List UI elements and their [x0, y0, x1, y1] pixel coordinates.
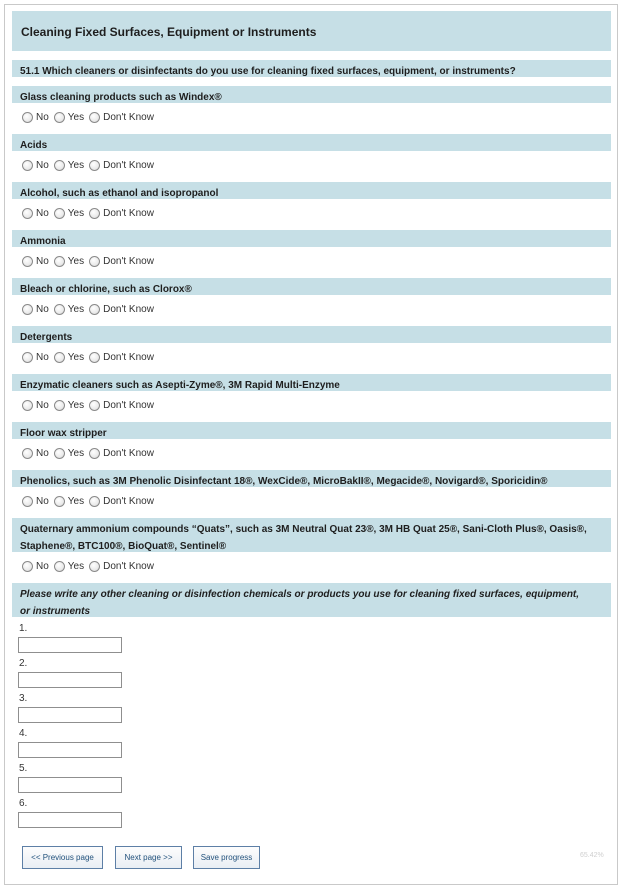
- radio-label-yes: Yes: [67, 560, 85, 572]
- section-title: Cleaning Fixed Surfaces, Equipment or Instruments: [21, 25, 317, 39]
- item-label-bar: [12, 470, 611, 487]
- field-number: 4.: [19, 728, 28, 739]
- item-label-bar: [12, 518, 611, 552]
- radio-label-yes: Yes: [67, 159, 85, 171]
- field-number: 3.: [19, 693, 28, 704]
- other-product-field-5[interactable]: [18, 777, 122, 793]
- radio-option-no[interactable]: [22, 496, 49, 507]
- field-number: 5.: [19, 763, 28, 774]
- radio-button[interactable]: [89, 448, 100, 459]
- item-label: Alcohol, such as ethanol and isopropanol: [20, 188, 219, 199]
- section-header: [12, 11, 611, 51]
- radio-option-no[interactable]: [22, 208, 49, 219]
- radio-button[interactable]: [54, 448, 65, 459]
- radio-option-dont-know[interactable]: [89, 304, 154, 315]
- item-label-bar: [12, 326, 611, 343]
- radio-group-quats: [22, 558, 159, 574]
- item-label: Detergents: [20, 332, 73, 343]
- radio-button[interactable]: [89, 112, 100, 123]
- radio-label-dont-know: Don't Know: [103, 303, 154, 315]
- radio-button[interactable]: [89, 400, 100, 411]
- radio-label-yes: Yes: [67, 351, 85, 363]
- item-label-line1: Quaternary ammonium compounds “Quats”, such as 3M Neutral Quat 23®, 3M HB Quat 25®, Sani-Cloth Plus®, Oasis®,: [20, 524, 587, 535]
- radio-label-no: No: [36, 495, 49, 507]
- radio-button[interactable]: [54, 561, 65, 572]
- radio-label-no: No: [36, 399, 49, 411]
- radio-button[interactable]: [54, 496, 65, 507]
- radio-label-dont-know: Don't Know: [103, 159, 154, 171]
- radio-button[interactable]: [89, 352, 100, 363]
- radio-group-floor-wax: [22, 445, 159, 461]
- radio-button[interactable]: [22, 561, 33, 572]
- radio-button[interactable]: [22, 304, 33, 315]
- radio-button[interactable]: [54, 208, 65, 219]
- radio-label-no: No: [36, 111, 49, 123]
- radio-button[interactable]: [89, 496, 100, 507]
- radio-option-yes[interactable]: [54, 496, 84, 507]
- question-bar: [12, 60, 611, 77]
- radio-label-no: No: [36, 255, 49, 267]
- item-label: Ammonia: [20, 236, 66, 247]
- next-page-button[interactable]: Next page >>: [115, 846, 182, 869]
- radio-label-dont-know: Don't Know: [103, 111, 154, 123]
- item-label: Floor wax stripper: [20, 428, 107, 439]
- radio-label-no: No: [36, 303, 49, 315]
- radio-option-dont-know[interactable]: [89, 112, 154, 123]
- radio-label-no: No: [36, 560, 49, 572]
- radio-button[interactable]: [89, 208, 100, 219]
- other-prompt-line1: Please write any other cleaning or disinfection chemicals or products you use for cleaning fixed surfaces, equipment,: [20, 589, 580, 600]
- radio-label-yes: Yes: [67, 207, 85, 219]
- radio-label-dont-know: Don't Know: [103, 255, 154, 267]
- radio-label-yes: Yes: [67, 495, 85, 507]
- radio-group-enzymatic: [22, 397, 159, 413]
- item-label-bar: [12, 134, 611, 151]
- other-product-field-6[interactable]: [18, 812, 122, 828]
- radio-option-yes[interactable]: [54, 304, 84, 315]
- radio-option-yes[interactable]: [54, 112, 84, 123]
- field-number: 2.: [19, 658, 28, 669]
- radio-option-dont-know[interactable]: [89, 256, 154, 267]
- item-label: Enzymatic cleaners such as Asepti-Zyme®, 3M Rapid Multi-Enzyme: [20, 380, 340, 391]
- radio-button[interactable]: [54, 256, 65, 267]
- radio-group-glass-cleaning: [22, 109, 159, 125]
- radio-button[interactable]: [89, 561, 100, 572]
- radio-label-dont-know: Don't Know: [103, 399, 154, 411]
- previous-page-button[interactable]: << Previous page: [22, 846, 103, 869]
- radio-label-yes: Yes: [67, 399, 85, 411]
- other-product-field-1[interactable]: [18, 637, 122, 653]
- radio-button[interactable]: [54, 400, 65, 411]
- radio-label-yes: Yes: [67, 255, 85, 267]
- radio-option-no[interactable]: [22, 352, 49, 363]
- radio-option-no[interactable]: [22, 160, 49, 171]
- radio-button[interactable]: [89, 256, 100, 267]
- radio-option-yes[interactable]: [54, 160, 84, 171]
- field-number: 1.: [19, 623, 28, 634]
- radio-option-yes[interactable]: [54, 256, 84, 267]
- radio-option-no[interactable]: [22, 448, 49, 459]
- radio-label-no: No: [36, 447, 49, 459]
- radio-label-no: No: [36, 159, 49, 171]
- radio-option-no[interactable]: [22, 304, 49, 315]
- radio-button[interactable]: [22, 448, 33, 459]
- radio-group-detergents: [22, 349, 159, 365]
- radio-button[interactable]: [22, 208, 33, 219]
- radio-label-yes: Yes: [67, 303, 85, 315]
- radio-option-no[interactable]: [22, 112, 49, 123]
- radio-label-yes: Yes: [67, 447, 85, 459]
- other-prompt-bar: [12, 583, 611, 617]
- radio-option-dont-know[interactable]: [89, 448, 154, 459]
- radio-option-dont-know[interactable]: [89, 352, 154, 363]
- radio-option-no[interactable]: [22, 256, 49, 267]
- item-label-bar: [12, 422, 611, 439]
- radio-option-dont-know[interactable]: [89, 160, 154, 171]
- radio-option-yes[interactable]: [54, 400, 84, 411]
- radio-button[interactable]: [22, 352, 33, 363]
- item-label: Glass cleaning products such as Windex®: [20, 92, 222, 103]
- radio-label-dont-know: Don't Know: [103, 207, 154, 219]
- other-product-field-2[interactable]: [18, 672, 122, 688]
- item-label-bar: [12, 230, 611, 247]
- radio-button[interactable]: [89, 304, 100, 315]
- radio-option-dont-know[interactable]: [89, 496, 154, 507]
- radio-button[interactable]: [22, 256, 33, 267]
- radio-label-dont-know: Don't Know: [103, 495, 154, 507]
- radio-option-dont-know[interactable]: [89, 400, 154, 411]
- item-label-bar: [12, 278, 611, 295]
- radio-option-yes[interactable]: [54, 561, 84, 572]
- radio-group-phenolics: [22, 493, 159, 509]
- item-label: Phenolics, such as 3M Phenolic Disinfectant 18®, WexCide®, MicroBakII®, Megacide®, Novigard®, Sporicidin®: [20, 476, 548, 487]
- radio-label-yes: Yes: [67, 111, 85, 123]
- radio-group-acids: [22, 157, 159, 173]
- item-label-line2: Staphene®, BTC100®, BioQuat®, Sentinel®: [20, 541, 227, 552]
- radio-button[interactable]: [54, 352, 65, 363]
- item-label-bar: [12, 182, 611, 199]
- item-label: Bleach or chlorine, such as Clorox®: [20, 284, 192, 295]
- radio-group-alcohol: [22, 205, 159, 221]
- radio-button[interactable]: [22, 160, 33, 171]
- radio-button[interactable]: [54, 304, 65, 315]
- radio-group-bleach: [22, 301, 159, 317]
- radio-option-yes[interactable]: [54, 208, 84, 219]
- radio-button[interactable]: [54, 112, 65, 123]
- radio-label-no: No: [36, 351, 49, 363]
- radio-group-ammonia: [22, 253, 159, 269]
- radio-option-yes[interactable]: [54, 448, 84, 459]
- other-prompt-line2: or instruments: [20, 606, 91, 617]
- item-label-bar: [12, 374, 611, 391]
- question-text: 51.1 Which cleaners or disinfectants do you use for cleaning fixed surfaces, equipment, or instruments?: [20, 66, 516, 77]
- radio-option-dont-know[interactable]: [89, 561, 154, 572]
- save-progress-button[interactable]: Save progress: [193, 846, 260, 869]
- radio-label-no: No: [36, 207, 49, 219]
- radio-button[interactable]: [89, 160, 100, 171]
- field-number: 6.: [19, 798, 28, 809]
- radio-label-dont-know: Don't Know: [103, 560, 154, 572]
- radio-button[interactable]: [22, 496, 33, 507]
- radio-option-no[interactable]: [22, 561, 49, 572]
- radio-label-dont-know: Don't Know: [103, 447, 154, 459]
- radio-option-yes[interactable]: [54, 352, 84, 363]
- item-label: Acids: [20, 140, 48, 151]
- radio-option-no[interactable]: [22, 400, 49, 411]
- radio-button[interactable]: [22, 400, 33, 411]
- radio-button[interactable]: [22, 112, 33, 123]
- radio-label-dont-know: Don't Know: [103, 351, 154, 363]
- other-product-field-3[interactable]: [18, 707, 122, 723]
- progress-percentage: 65.42%: [580, 852, 604, 859]
- radio-option-dont-know[interactable]: [89, 208, 154, 219]
- radio-button[interactable]: [54, 160, 65, 171]
- other-product-field-4[interactable]: [18, 742, 122, 758]
- item-label-bar: [12, 86, 611, 103]
